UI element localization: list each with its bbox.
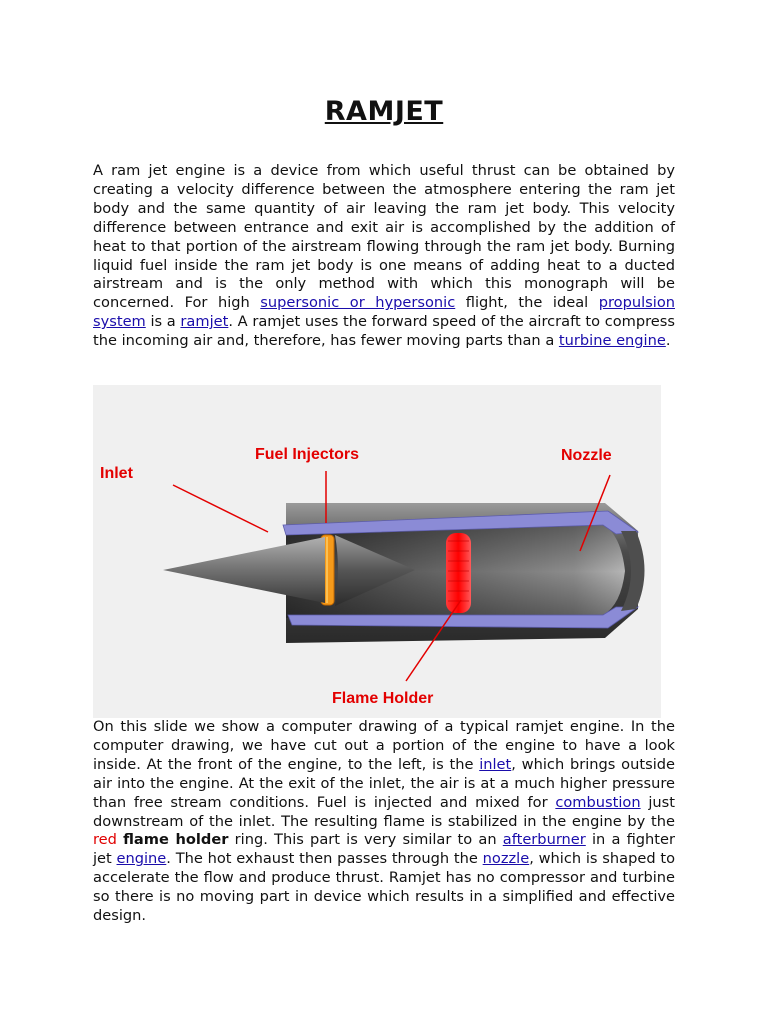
inlet-spike-cone (163, 537, 325, 603)
nozzle-link[interactable]: nozzle (482, 850, 530, 868)
intro-paragraph (93, 162, 675, 351)
intro-text-3: is a (145, 313, 181, 331)
body-text-1: On this slide we show a computer drawing of a typical ramjet engine. In the computer drawing, we have cut out a portion of the engine to have a look inside. At the front of the engine, to the left, is the (93, 718, 675, 773)
turbine-engine-link[interactable]: turbine engine (558, 332, 666, 350)
body-text-6: . The hot exhaust then passes through the (166, 850, 483, 868)
body-paragraph (93, 718, 675, 926)
intro-text-4: . A ramjet uses the forward speed of the aircraft to compress the incoming air and, therefore, has fewer moving parts than a (93, 313, 675, 350)
engine-link[interactable]: engine (116, 850, 167, 868)
red-word: red (93, 831, 117, 849)
body-text-5: in a fighter jet (93, 831, 676, 868)
intro-text-1: A ram jet engine is a device from which useful thrust can be obtained by creating a velocity difference between the atmosphere entering the ram jet body and the same quantity of air leaving the ram jet body. This velocity difference between entrance and exit air is accomplished by the addition of heat to that portion of the airstream flowing through the ram jet body. Burning liquid fuel inside the ram jet body is one means of adding heat to a ducted airstream and is the only method with which this monograph will be concerned. For high (93, 162, 675, 312)
nozzle-label: Nozzle (561, 447, 612, 464)
flame-holder-label: Flame Holder (332, 690, 434, 707)
body-text-4: ring. This part is very similar to an (228, 831, 503, 849)
ramjet-link[interactable]: ramjet (180, 313, 229, 331)
inlet-link[interactable]: inlet (479, 755, 512, 773)
inlet-label: Inlet (100, 465, 133, 482)
afterburner-link[interactable]: afterburner (502, 831, 586, 849)
propulsion-system-link[interactable]: propulsion system (93, 294, 675, 331)
fuel-injectors-label: Fuel Injectors (255, 446, 360, 463)
combustion-link[interactable]: combustion (555, 793, 641, 811)
ramjet-diagram (93, 385, 661, 718)
page-title: RAMJET (324, 96, 444, 127)
inlet-pointer-line (173, 485, 268, 532)
flame-holder-bold: flame holder (123, 831, 229, 849)
body-text-2: , which brings outside air into the engine. At the exit of the inlet, the air is at a much higher pressure than free stream conditions. Fuel is injected and mixed for (93, 755, 675, 811)
body-text-7: , which is shaped to accelerate the flow and produce thrust. Ramjet has no compressor and turbine so there is no moving part in device which results in a simplified and effective design. (93, 850, 675, 925)
body-text-3: just downstream of the inlet. The resulting flame is stabilized in the engine by the (93, 793, 675, 830)
supersonic-hypersonic-link[interactable]: supersonic or hypersonic (260, 294, 456, 312)
intro-text-2: flight, the ideal (455, 294, 599, 312)
intro-text-5: . (665, 332, 671, 350)
